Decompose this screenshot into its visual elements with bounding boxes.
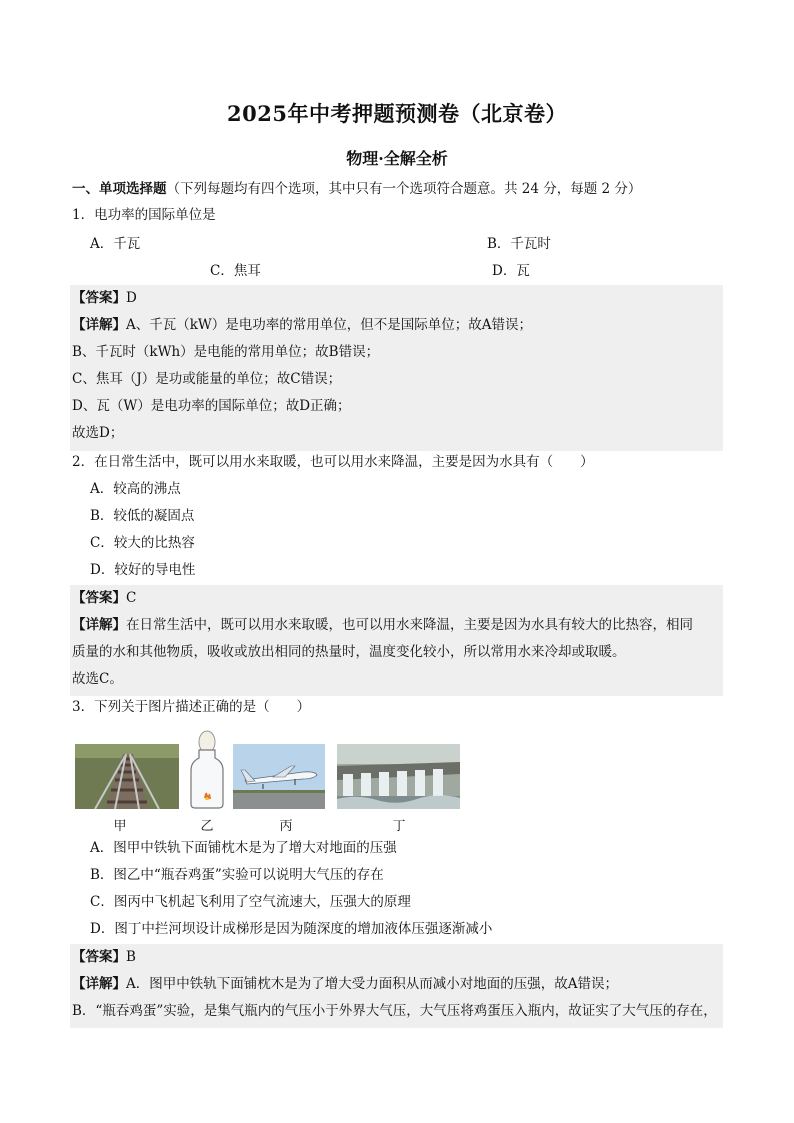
q3-option-c: C．图丙中飞机起飞利用了空气流速大，压强大的原理 [90, 894, 411, 910]
q1-detail-line: 【详解】A、千瓦（kW）是电功率的常用单位，但不是国际单位；故A错误； [72, 317, 533, 333]
q2-detail-line: 故选C。 [72, 671, 123, 687]
q1-option-d: D．瓦 [492, 263, 530, 279]
q1-option-c: C．焦耳 [210, 263, 261, 279]
q1-detail-line: D、瓦（W）是电功率的国际单位；故D正确； [72, 398, 351, 414]
q3-option-d: D．图丁中拦河坝设计成梯形是因为随深度的增加液体压强逐渐减小 [90, 921, 493, 937]
figure-caption: 乙 [200, 819, 214, 834]
q1-detail-line: 故选D； [72, 425, 124, 441]
q2-option-d: D．较好的导电性 [90, 562, 196, 578]
q3-answer: 【答案】B [72, 949, 136, 965]
q1-stem: 1．电功率的国际单位是 [72, 207, 216, 223]
egg-bottle-image [188, 728, 226, 809]
q3-stem: 3．下列关于图片描述正确的是（ ） [72, 699, 311, 715]
q2-option-a: A．较高的沸点 [90, 481, 181, 497]
q1-option-b: B．千瓦时 [487, 236, 551, 252]
airplane-image [233, 744, 325, 809]
q1-answer-block [70, 285, 723, 451]
page-subtitle: 物理·全解全析 [346, 149, 448, 168]
q1-detail-line: C、焦耳（J）是功或能量的单位；故C错误； [72, 371, 342, 387]
q2-detail-line: 质量的水和其他物质，吸收或放出相同的热量时，温度变化较小，所以常用水来冷却或取暖。 [72, 644, 626, 660]
q2-answer-block [70, 585, 723, 696]
q2-option-c: C．较大的比热容 [90, 535, 195, 551]
q3-option-b: B．图乙中“瓶吞鸡蛋”实验可以说明大气压的存在 [90, 867, 384, 883]
figure-caption: 甲 [113, 819, 127, 834]
q3-detail-line: 【详解】A．图甲中铁轨下面铺枕木是为了增大受力面积从而减小对地面的压强，故A错误； [72, 976, 618, 992]
q1-answer: 【答案】D [72, 290, 137, 306]
q3-option-a: A．图甲中铁轨下面铺枕木是为了增大对地面的压强 [90, 840, 397, 856]
section-heading: 一、单项选择题（下列每题均有四个选项，其中只有一个选项符合题意。共 24 分，每题 2 分） [72, 181, 642, 197]
q2-option-b: B．较低的凝固点 [90, 508, 195, 524]
figure-caption: 丙 [279, 819, 293, 834]
q1-option-a: A．千瓦 [90, 236, 141, 252]
q3-detail-line: B．“瓶吞鸡蛋”实验，是集气瓶内的气压小于外界大气压，大气压将鸡蛋压入瓶内，故证实了大气压的存在， [72, 1003, 717, 1019]
q1-detail-line: B、千瓦时（kWh）是电能的常用单位；故B错误； [72, 344, 380, 360]
q2-detail-line: 【详解】在日常生活中，既可以用水来取暖，也可以用水来降温，主要是因为水具有较大的比热容，相同 [72, 617, 693, 633]
figure-caption: 丁 [392, 819, 406, 834]
q2-answer: 【答案】C [72, 590, 137, 606]
railway-track-image [75, 744, 179, 809]
dam-image [337, 744, 460, 809]
page-title: 2025年中考押题预测卷（北京卷） [227, 101, 567, 126]
q2-stem: 2．在日常生活中，既可以用水来取暖，也可以用水来降温，主要是因为水具有（ ） [72, 454, 594, 470]
